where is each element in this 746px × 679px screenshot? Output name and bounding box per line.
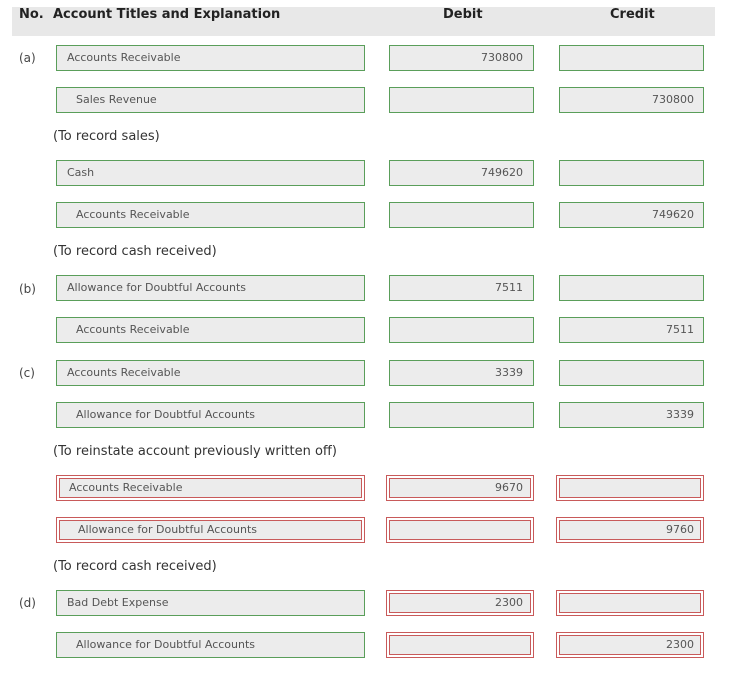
credit-field[interactable] [559, 45, 704, 71]
account-field-incorrect[interactable]: Accounts Receivable [56, 475, 365, 501]
explanation-note: (To reinstate account previously written off) [53, 444, 337, 459]
account-field-incorrect[interactable]: Allowance for Doubtful Accounts [56, 517, 365, 543]
account-field[interactable]: Sales Revenue [56, 87, 365, 113]
account-field[interactable]: Accounts Receivable [56, 360, 365, 386]
header-debit: Debit [443, 7, 483, 22]
credit-field-incorrect[interactable] [556, 475, 704, 501]
debit-field-incorrect[interactable]: 2300 [386, 590, 534, 616]
credit-field[interactable]: 730800 [559, 87, 704, 113]
entry-label-c: (c) [19, 366, 35, 380]
header-credit: Credit [610, 7, 655, 22]
entry-label-b: (b) [19, 282, 36, 296]
account-field[interactable]: Cash [56, 160, 365, 186]
entry-label-a: (a) [19, 51, 36, 65]
debit-field[interactable] [389, 317, 534, 343]
credit-field[interactable]: 749620 [559, 202, 704, 228]
debit-field-incorrect[interactable] [386, 517, 534, 543]
credit-field[interactable] [559, 160, 704, 186]
debit-field-incorrect[interactable]: 9670 [386, 475, 534, 501]
credit-field-incorrect[interactable] [556, 590, 704, 616]
account-field[interactable]: Bad Debt Expense [56, 590, 365, 616]
debit-field[interactable] [389, 402, 534, 428]
account-field[interactable]: Allowance for Doubtful Accounts [56, 275, 365, 301]
credit-field[interactable] [559, 360, 704, 386]
entry-label-d: (d) [19, 596, 36, 610]
debit-field[interactable]: 730800 [389, 45, 534, 71]
debit-field[interactable]: 7511 [389, 275, 534, 301]
credit-field[interactable]: 3339 [559, 402, 704, 428]
account-field[interactable]: Accounts Receivable [56, 202, 365, 228]
debit-field[interactable]: 3339 [389, 360, 534, 386]
account-field[interactable]: Allowance for Doubtful Accounts [56, 632, 365, 658]
account-field[interactable]: Accounts Receivable [56, 317, 365, 343]
header-account-titles: Account Titles and Explanation [53, 7, 281, 22]
credit-field-incorrect[interactable]: 9760 [556, 517, 704, 543]
debit-field[interactable]: 749620 [389, 160, 534, 186]
debit-field[interactable] [389, 202, 534, 228]
debit-field-incorrect[interactable] [386, 632, 534, 658]
explanation-note: (To record cash received) [53, 244, 217, 259]
credit-field[interactable] [559, 275, 704, 301]
credit-field-incorrect[interactable]: 2300 [556, 632, 704, 658]
credit-field[interactable]: 7511 [559, 317, 704, 343]
explanation-note: (To record cash received) [53, 559, 217, 574]
explanation-note: (To record sales) [53, 129, 160, 144]
debit-field[interactable] [389, 87, 534, 113]
header-no: No. [19, 7, 44, 22]
account-field[interactable]: Allowance for Doubtful Accounts [56, 402, 365, 428]
account-field[interactable]: Accounts Receivable [56, 45, 365, 71]
